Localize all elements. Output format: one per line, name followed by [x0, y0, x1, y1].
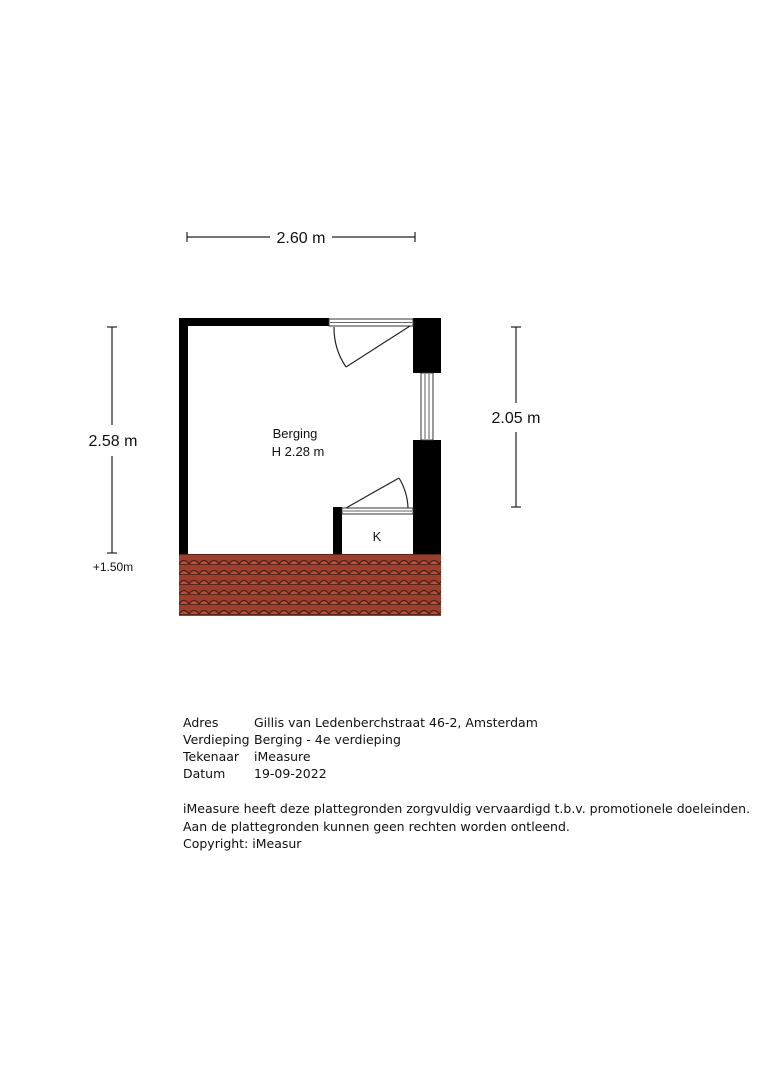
right-height-label: 2.05 m — [491, 410, 541, 427]
right-window — [421, 373, 433, 440]
width-label: 2.60 m — [276, 230, 326, 247]
top-door — [329, 319, 413, 367]
info-label: Adres — [183, 715, 219, 730]
info-block — [183, 714, 538, 782]
info-label: Datum — [183, 766, 226, 781]
info-label: Tekenaar — [183, 749, 240, 764]
info-label: Verdieping — [183, 732, 250, 747]
info-row-floor — [183, 731, 538, 748]
info-value: 19-09-2022 — [254, 766, 327, 781]
right-height-dimension — [492, 327, 541, 507]
width-dimension — [187, 230, 415, 247]
disclaimer — [183, 800, 750, 853]
info-row-drafter — [183, 748, 538, 765]
info-value: Berging - 4e verdieping — [254, 732, 401, 747]
copyright-line: Copyright: iMeasur — [183, 836, 302, 851]
room-name: Berging — [272, 426, 318, 441]
info-value: iMeasure — [254, 749, 311, 764]
info-value: Gillis van Ledenberchstraat 46-2, Amsterdam — [254, 715, 538, 730]
info-row-address — [183, 714, 538, 731]
closet-label: K — [372, 529, 382, 544]
level-label: +1.50m — [92, 560, 134, 574]
left-height-dimension — [89, 327, 138, 574]
disclaimer-line: Aan de plattegronden kunnen geen rechten worden ontleend. — [183, 818, 570, 834]
disclaimer-line: iMeasure heeft deze plattegronden zorgvuldig vervaardigd t.b.v. promotionele doeleinden. — [183, 801, 751, 816]
closet-door — [342, 478, 413, 514]
roof-tiles — [179, 554, 441, 616]
info-row-date — [183, 765, 538, 782]
room-height: H 2.28 m — [271, 444, 325, 459]
left-height-label: 2.58 m — [88, 433, 138, 450]
